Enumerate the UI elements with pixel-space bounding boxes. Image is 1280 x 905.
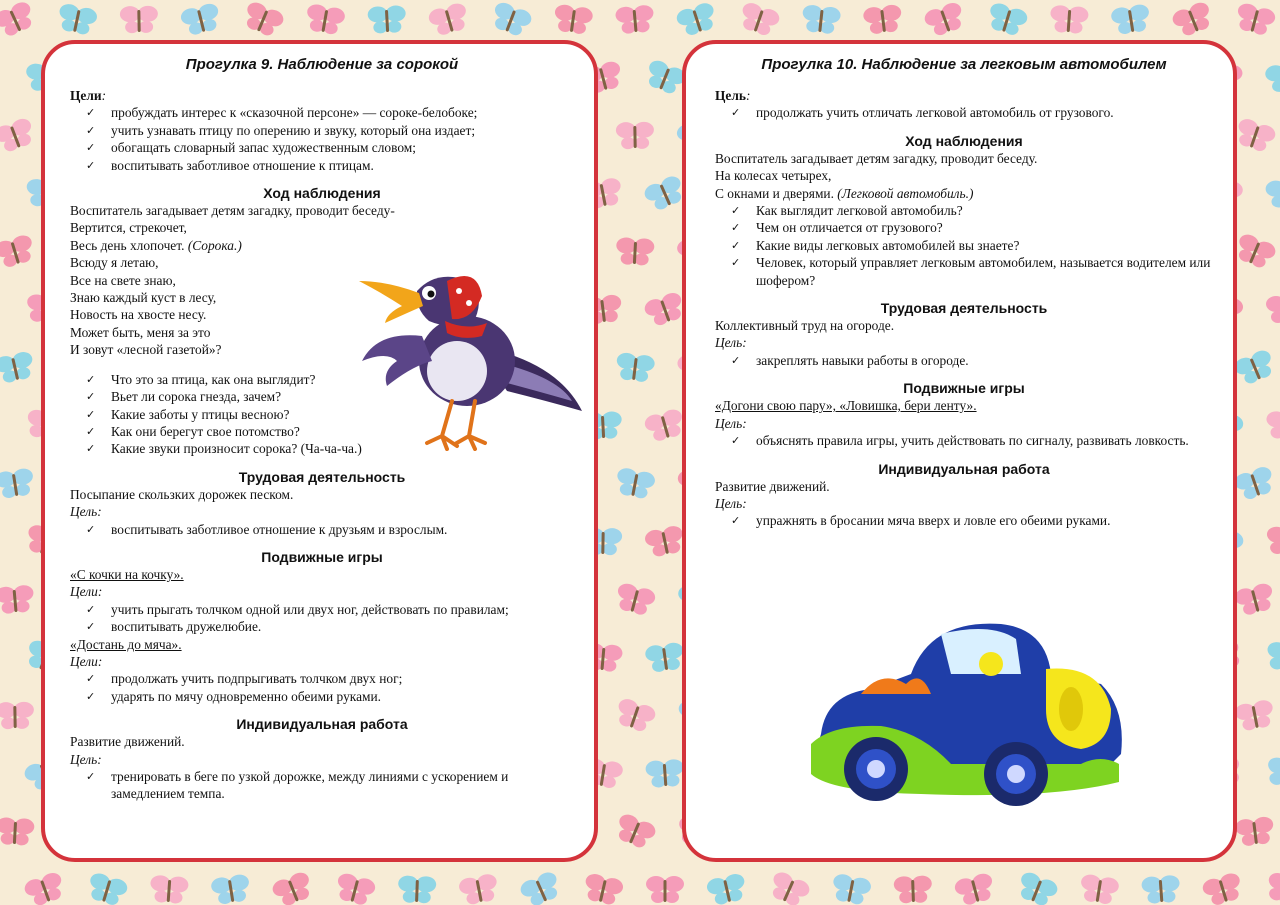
riddle-line: Новость на хвосте несу.	[70, 307, 207, 323]
checkmark-icon: ✓	[86, 372, 96, 386]
work-text: Коллективный труд на огороде.	[715, 318, 895, 334]
walk-10-card	[682, 40, 1237, 862]
checklist-item-text: упражнять в бросании мяча вверх и ловле его обеими руками.	[756, 513, 1111, 529]
checklist-item-text: Какие звуки произносит сорока? (Ча-ча-ча.)	[111, 441, 362, 457]
individual-goals-list	[70, 768, 574, 803]
checklist-item-text: воспитывать заботливое отношение к птицам.	[111, 157, 374, 173]
checkmark-icon: ✓	[731, 238, 741, 252]
game-goal-label: Цели:	[70, 584, 103, 600]
checklist-item-text: ударять по мячу одновременно обеими руками.	[111, 688, 382, 704]
checklist-item-text: объяснять правила игры, учить действовать по сигналу, развивать ловкость.	[756, 433, 1189, 449]
goals-list	[715, 104, 1213, 121]
riddle-line: И зовут «лесной газетой»?	[70, 342, 222, 358]
game-name: «С кочки на кочку».	[70, 566, 184, 582]
checkmark-icon: ✓	[86, 689, 96, 703]
game2-goals-list	[70, 670, 574, 705]
game-goal-label: Цели:	[70, 653, 103, 669]
checklist-item-text: Вьет ли сорока гнезда, зачем?	[111, 389, 282, 405]
checklist-item	[70, 768, 574, 803]
games-title: Подвижные игры	[261, 548, 383, 565]
checkmark-icon: ✓	[731, 434, 741, 448]
observation-title: Ход наблюдения	[263, 185, 381, 202]
individual-work-text: Развитие движений.	[715, 478, 830, 494]
games-title: Подвижные игры	[903, 380, 1025, 397]
walk-10-title: Прогулка 10. Наблюдение за легковым автомобилем	[761, 56, 1167, 73]
checklist-item	[70, 601, 574, 618]
riddle-line: Вертится, стрекочет,	[70, 220, 187, 236]
checklist-item-text: обогащать словарный запас художественным словом;	[111, 140, 416, 156]
individual-goal-label: Цель:	[70, 751, 102, 767]
checkmark-icon: ✓	[86, 770, 96, 783]
checklist-item-text: учить узнавать птицу по оперению и звуку, который она издает;	[111, 122, 476, 138]
magpie-illustration	[357, 251, 587, 451]
checklist-item-text: продолжать учить подпрыгивать толчком двух ног;	[111, 671, 403, 687]
checklist-item-text: пробуждать интерес к «сказочной персоне» — сороке-белобоке;	[111, 105, 478, 121]
game1-goals-list	[70, 601, 574, 636]
walk-9-title: Прогулка 9. Наблюдение за сорокой	[185, 56, 459, 73]
checkmark-icon: ✓	[86, 442, 96, 456]
checklist-item	[70, 521, 574, 538]
checkmark-icon: ✓	[86, 522, 96, 536]
riddle-line: Весь день хлопочет. (Сорока.)	[70, 237, 242, 253]
checkmark-icon: ✓	[731, 514, 741, 528]
checklist-item	[715, 104, 1213, 121]
riddle-line: Все на свете знаю,	[70, 272, 176, 288]
checkmark-icon: ✓	[86, 158, 96, 172]
individual-goals-list	[715, 512, 1213, 529]
checkmark-icon: ✓	[731, 353, 741, 367]
checklist-item	[70, 122, 574, 139]
checklist-item	[70, 139, 574, 156]
checklist-item	[715, 352, 1213, 369]
checkmark-icon: ✓	[86, 620, 96, 634]
work-title: Трудовая деятельность	[238, 468, 406, 485]
checkmark-icon: ✓	[86, 141, 96, 155]
checkmark-icon: ✓	[86, 672, 96, 686]
riddle-line: Знаю каждый куст в лесу,	[70, 290, 217, 306]
checklist-item-text: Как они берегут свое потомство?	[111, 423, 300, 439]
work-goal-label: Цель:	[715, 335, 747, 351]
games-goal-label: Цель:	[715, 415, 747, 431]
checklist-item	[715, 512, 1213, 529]
goals-heading: Цели:	[70, 88, 107, 103]
individual-goal-label: Цель:	[715, 495, 747, 511]
checklist-item	[715, 202, 1213, 219]
checkmark-icon: ✓	[86, 390, 96, 404]
goal-heading: Цель:	[715, 88, 751, 103]
toy-car-illustration	[801, 614, 1131, 814]
checklist-item-text: закреплять навыки работы в огороде.	[756, 352, 969, 368]
checkmark-icon: ✓	[86, 424, 96, 438]
riddle-line: Всюду я летаю,	[70, 255, 159, 271]
checklist-item	[715, 237, 1213, 254]
games-text: «Догони свою пару», «Ловишка, бери ленту».	[715, 398, 977, 414]
checklist-item-text: Чем он отличается от грузового?	[756, 220, 943, 236]
work-title: Трудовая деятельность	[880, 300, 1048, 317]
observation-title: Ход наблюдения	[905, 132, 1023, 149]
checklist-item-text: учить прыгать толчком одной или двух ног, действовать по правилам;	[111, 601, 509, 617]
checkmark-icon: ✓	[86, 123, 96, 137]
checklist-item	[70, 104, 574, 121]
checklist-item	[715, 432, 1213, 449]
checklist-item-text: Какие заботы у птицы весною?	[111, 406, 290, 422]
checklist-item-text: воспитывать дружелюбие.	[111, 619, 262, 635]
work-text: Посыпание скользких дорожек песком.	[70, 486, 294, 502]
riddle-line: Может быть, меня за это	[70, 324, 211, 340]
games-goals-list	[715, 432, 1213, 449]
checkmark-icon: ✓	[731, 256, 741, 270]
checklist-item	[70, 157, 574, 174]
individual-work-title: Индивидуальная работа	[236, 716, 408, 733]
riddle-line: На колесах четырех,	[715, 168, 832, 184]
checklist-item-text: продолжать учить отличать легковой автомобиль от грузового.	[756, 105, 1114, 121]
work-goals-list	[715, 352, 1213, 369]
individual-work-text: Развитие движений.	[70, 734, 185, 750]
work-goal-label: Цель:	[70, 504, 102, 520]
checklist-item	[70, 618, 574, 635]
goals-list	[70, 104, 574, 174]
checkmark-icon: ✓	[731, 221, 741, 235]
observation-intro: Воспитатель загадывает детям загадку, проводит беседу-	[70, 203, 395, 219]
individual-work-title: Индивидуальная работа	[878, 460, 1050, 477]
checkmark-icon: ✓	[86, 106, 96, 120]
checklist-item-text: Как выглядит легковой автомобиль?	[756, 203, 963, 219]
checkmark-icon: ✓	[731, 106, 741, 120]
observation-intro: Воспитатель загадывает детям загадку, проводит беседу.	[715, 150, 1038, 166]
checklist-item	[715, 219, 1213, 236]
walk-9-card	[41, 40, 598, 862]
checklist-item	[70, 688, 574, 705]
checkmark-icon: ✓	[86, 407, 96, 421]
checklist-item-text: тренировать в беге по узкой дорожке, между линиями с ускорением и замедлением темпа.	[111, 769, 509, 802]
checklist-item	[715, 254, 1213, 289]
checkmark-icon: ✓	[86, 602, 96, 616]
checklist-item-text: воспитывать заботливое отношение к друзьям и взрослым.	[111, 521, 448, 537]
checkmark-icon: ✓	[731, 204, 741, 218]
checklist-item-text: Человек, который управляет легковым автомобилем, называется водителем или шофером?	[756, 255, 1211, 288]
checklist-item	[70, 670, 574, 687]
game-name: «Достань до мяча».	[70, 636, 182, 652]
checklist-item-text: Какие виды легковых автомобилей вы знаете?	[756, 237, 1020, 253]
work-goals-list	[70, 521, 574, 538]
checklist-item-text: Что это за птица, как она выглядит?	[111, 371, 316, 387]
questions-list	[715, 202, 1213, 289]
riddle-line: С окнами и дверями. (Легковой автомобиль.)	[715, 185, 974, 201]
